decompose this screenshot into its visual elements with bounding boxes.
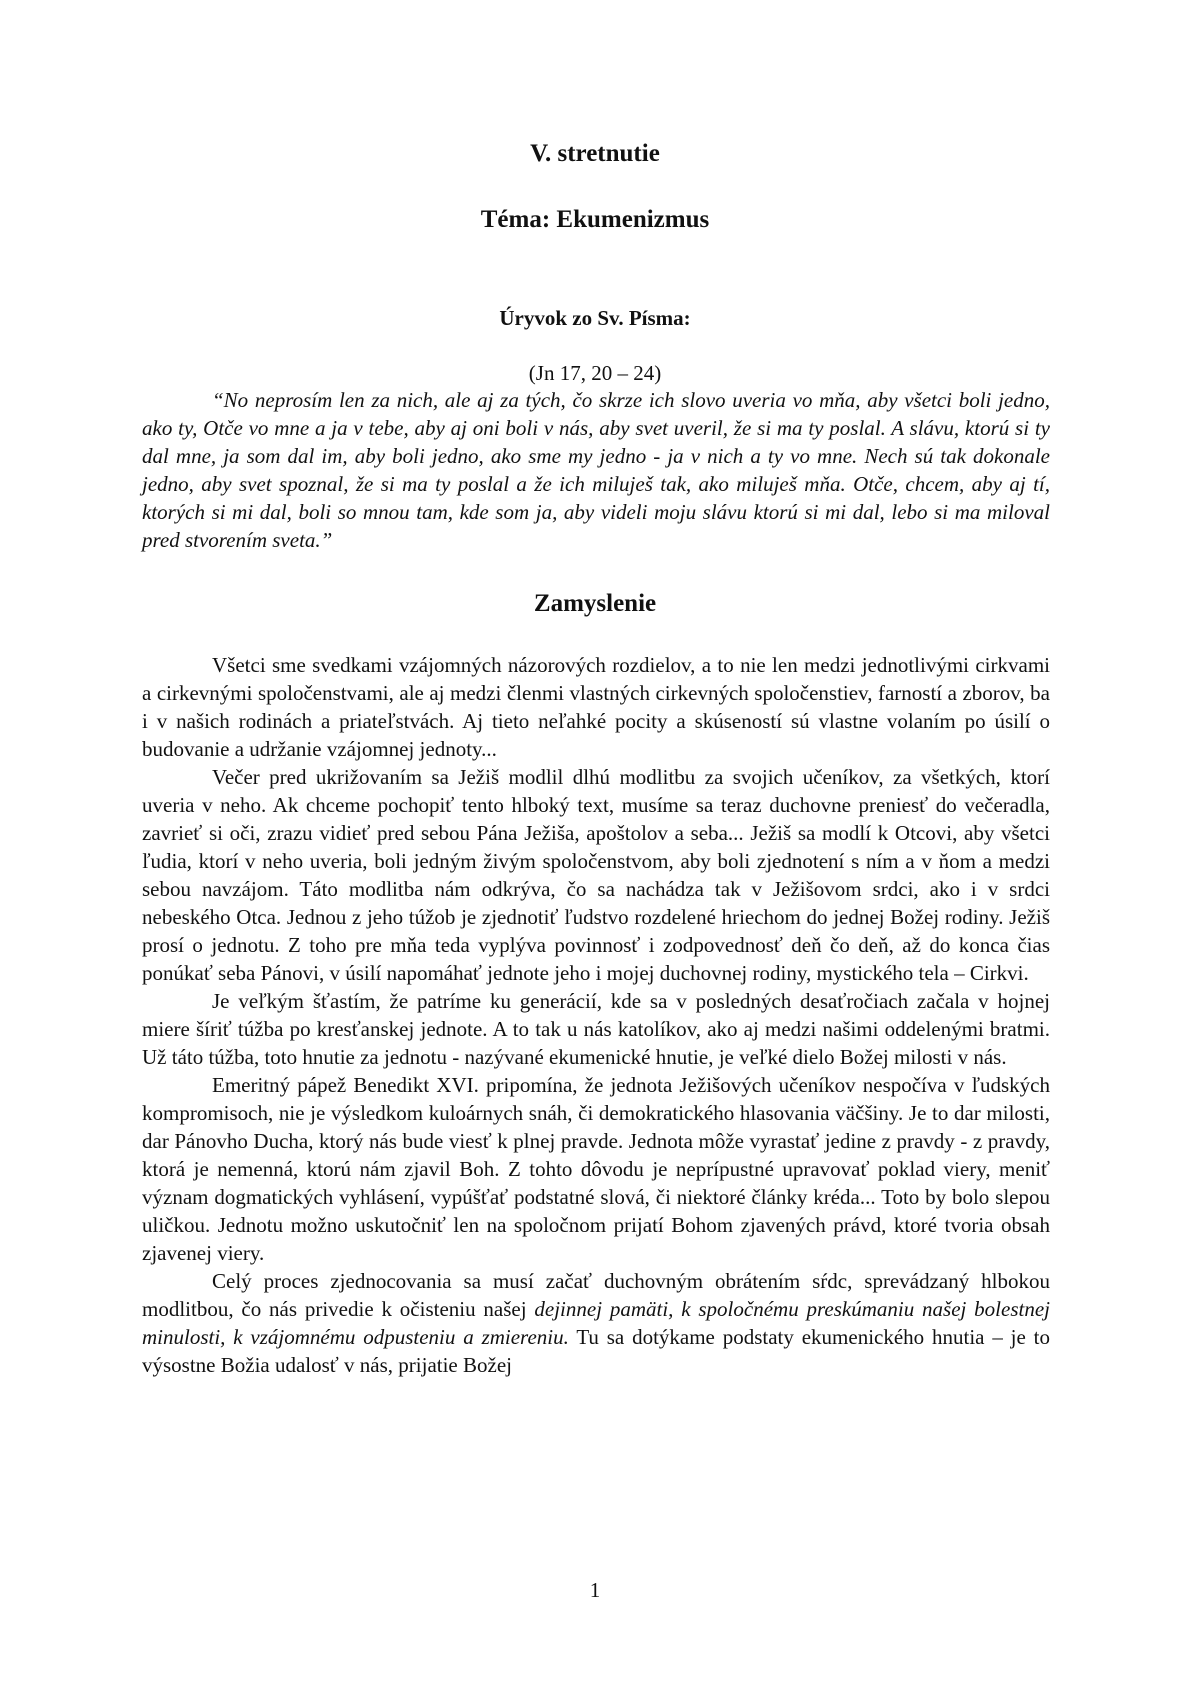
page-number: 1 [589, 1578, 601, 1602]
emphasized-text: dejinnej pamäti, k spoločnému preskúmaniu našej bolestnej minulosti, k vzájomnému odpusteniu a zmiereniu. [142, 1297, 1051, 1349]
reflection-heading: Zamyslenie [533, 590, 657, 617]
reflection-body [142, 651, 1050, 1379]
meeting-title: V. stretnutie [530, 140, 660, 167]
reflection-paragraph [142, 1267, 1050, 1379]
scripture-reference: (Jn 17, 20 – 24) [528, 361, 662, 385]
scripture-quote: “No neprosím len za nich, ale aj za tých, čo skrze ich slovo uveria vo mňa, aby všetci boli jedno, ako ty, Otče vo mne a ja v tebe, aby aj oni boli v nás, aby svet uveril, že si ma ty poslal. A slávu, ktorú si ty dal mne, ja som dal im, aby boli jedno, ako sme my jedno - ja v nich a ty vo mne. Nech sú tak dokonale jedno, aby svet spoznal, že si ma ty poslal a že ich miluješ tak, ako miluješ mňa. Otče, chcem, aby aj tí, ktorých si mi dal, boli so mnou tam, kde som ja, aby videli moju slávu ktorú si mi dal, lebo si ma miloval pred stvorením sveta.” [142, 388, 1050, 552]
reflection-paragraph: Emeritný pápež Benedikt XVI. pripomína, že jednota Ježišových učeníkov nespočíva v ľudských kompromisoch, nie je výsledkom kuloárnych snáh, či demokratického hlasovania väčšiny. Je to dar milosti, dar Pánovho Ducha, ktorý nás bude viesť k plnej pravde. Jednota môže vyrastať jedine z pravdy - z pravdy, ktorá je nemenná, ktorú nám zjavil Boh. Z tohto dôvodu je neprípustné upravovať poklad viery, meniť význam dogmatických vyhlásení, vypúšťať podstatné slová, či niektoré články kréda... Toto by bolo slepou uličkou. Jednotu možno uskutočniť len na spoločnom prijatí Bohom zjavených právd, ktoré tvoria obsah zjavenej viery. [142, 1073, 1050, 1265]
paragraph-text: Celý proces zjednocovania sa musí začať duchovným obrátením sŕdc, sprevádzaný hlbokou modlitbou, čo nás privedie k očisteniu našej [142, 1269, 1050, 1321]
reflection-paragraph: Večer pred ukrižovaním sa Ježiš modlil dlhú modlitbu za svojich učeníkov, za všetkých, ktorí uveria v neho. Ak chceme pochopiť tento hlboký text, musíme sa teraz duchovne preniesť do večeradla, zavrieť si oči, zrazu vidieť pred sebou Pána Ježiša, apoštolov a seba... Ježiš sa modlí k Otcovi, aby všetci ľudia, ktorí v neho uveria, boli jedným živým spoločenstvom, aby boli zjednotení s ním a v ňom a medzi sebou navzájom. Táto modlitba nám odkrýva, čo sa nachádza tak v Ježišovom srdci, ako i v srdci nebeského Otca. Jednou z jeho túžob je zjednotiť ľudstvo rozdelené hriechom do jednej Božej rodiny. Ježiš prosí o jednotu. Z toho pre mňa teda vyplýva povinnosť i zodpovednosť deň čo deň, až do konca čias ponúkať seba Pánovi, v úsilí napomáhať jednote jeho i mojej duchovnej rodiny, mystického tela – Cirkvi. [142, 765, 1050, 985]
paragraph-text: Tu sa dotýkame podstaty ekumenického hnutia – je to výsostne Božia udalosť v nás, prijatie Božej [142, 1325, 1050, 1377]
reflection-paragraph: Všetci sme svedkami vzájomných názorových rozdielov, a to nie len medzi jednotlivými cirkvami a cirkevnými spoločenstvami, ale aj medzi členmi vlastných cirkevných spoločenstiev, farností a zborov, ba i v našich rodinách a priateľstvách. Aj tieto neľahké pocity a skúseností sú vlastne volaním po úsilí o budovanie a udržanie vzájomnej jednoty... [142, 653, 1050, 761]
scripture-label: Úryvok zo Sv. Písma: [499, 306, 691, 330]
reflection-paragraph: Je veľkým šťastím, že patríme ku generácií, kde sa v posledných desaťročiach začala v hojnej miere šíriť túžba po kresťanskej jednote. A to tak u nás katolíkov, ako aj medzi našimi oddelenými bratmi. Už táto túžba, toto hnutie za jednotu - nazývané ekumenické hnutie, je veľké dielo Božej milosti v nás. [142, 989, 1050, 1069]
topic-title: Téma: Ekumenizmus [480, 206, 710, 233]
